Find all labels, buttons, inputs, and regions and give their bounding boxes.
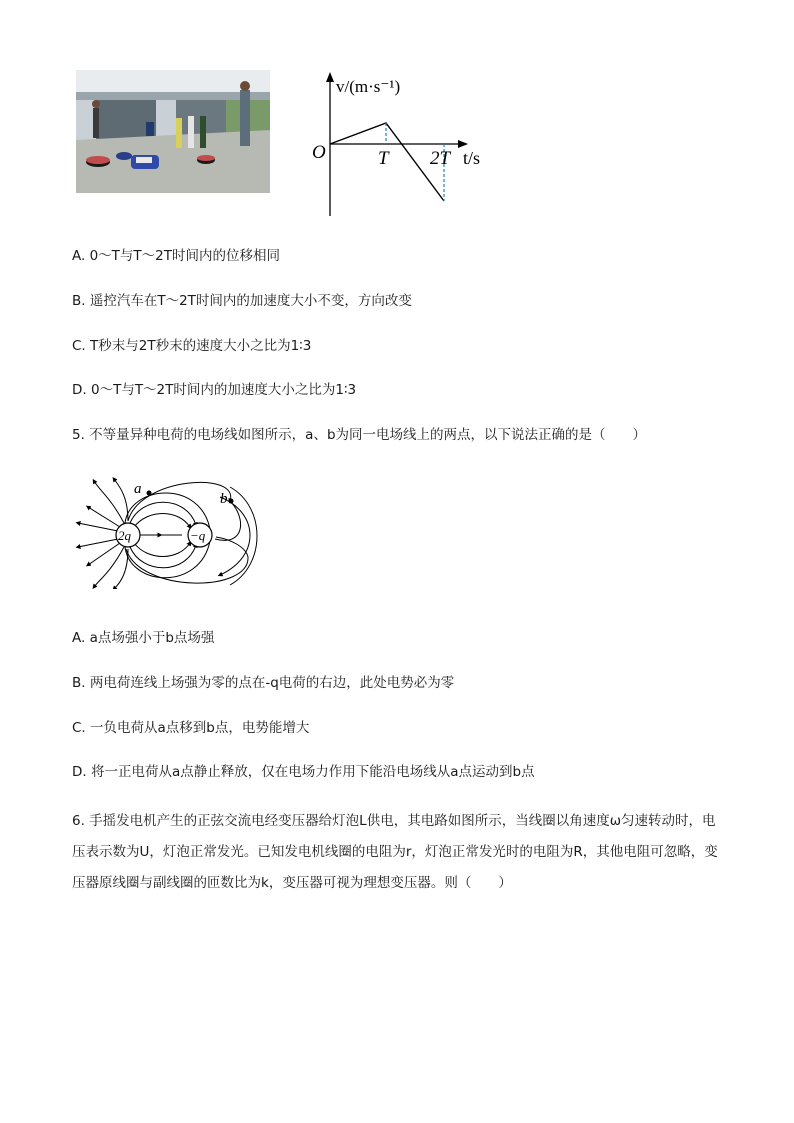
point-b (229, 499, 234, 504)
point-a (147, 491, 152, 496)
t-axis-arrow (458, 140, 468, 148)
t-axis-label: t/s (463, 148, 481, 168)
q4-option-a: A. 0～T与T～2T时间内的位移相同 (72, 248, 280, 264)
origin-label: O (312, 142, 326, 163)
remote-car-photo (76, 70, 270, 193)
electric-field-diagram (70, 477, 265, 589)
q4-option-d: D. 0～T与T～2T时间内的加速度大小之比为1∶3 (72, 382, 357, 398)
q4-option-b: B. 遥控汽车在T～2T时间内的加速度大小不变，方向改变 (72, 293, 412, 309)
v-axis-arrow (326, 72, 334, 82)
point-b-label: b (220, 491, 228, 507)
q5-stem: 5. 不等量异种电荷的电场线如图所示，a、b为同一电场线上的两点，以下说法正确的是（ ） (72, 427, 647, 443)
velocity-time-graph (306, 70, 496, 220)
q4-option-c: C. T秒末与2T秒末的速度大小之比为1∶3 (72, 338, 312, 354)
negative-charge-label: −q (190, 528, 206, 543)
q6-stem: 6. 手摇发电机产生的正弦交流电经变压器给灯泡L供电，其电路如图所示，当线圈以角速度ω匀速转动时，电压表示数为U，灯泡正常发光。已知发电机线圈的电阻为r，灯泡正常发光时的电阻为R，其他电阻可忽略，变压器原线圈与副线圈的匝数比为k，变压器可视为理想变压器。则（ ） (72, 813, 718, 891)
2t-tick-label: 2T (430, 148, 451, 169)
point-a-label: a (134, 481, 142, 497)
t-tick-label: T (378, 148, 389, 169)
v-axis-label: v/(m·s⁻¹) (336, 77, 401, 96)
positive-charge-label: 2q (118, 528, 131, 543)
q5-option-b: B. 两电荷连线上场强为零的点在-q电荷的右边，此处电势必为零 (72, 675, 455, 691)
q5-option-d: D. 将一正电荷从a点静止释放，仅在电场力作用下能沿电场线从a点运动到b点 (72, 764, 535, 780)
q5-option-a: A. a点场强小于b点场强 (72, 630, 215, 646)
q5-option-c: C. 一负电荷从a点移到b点，电势能增大 (72, 720, 310, 736)
